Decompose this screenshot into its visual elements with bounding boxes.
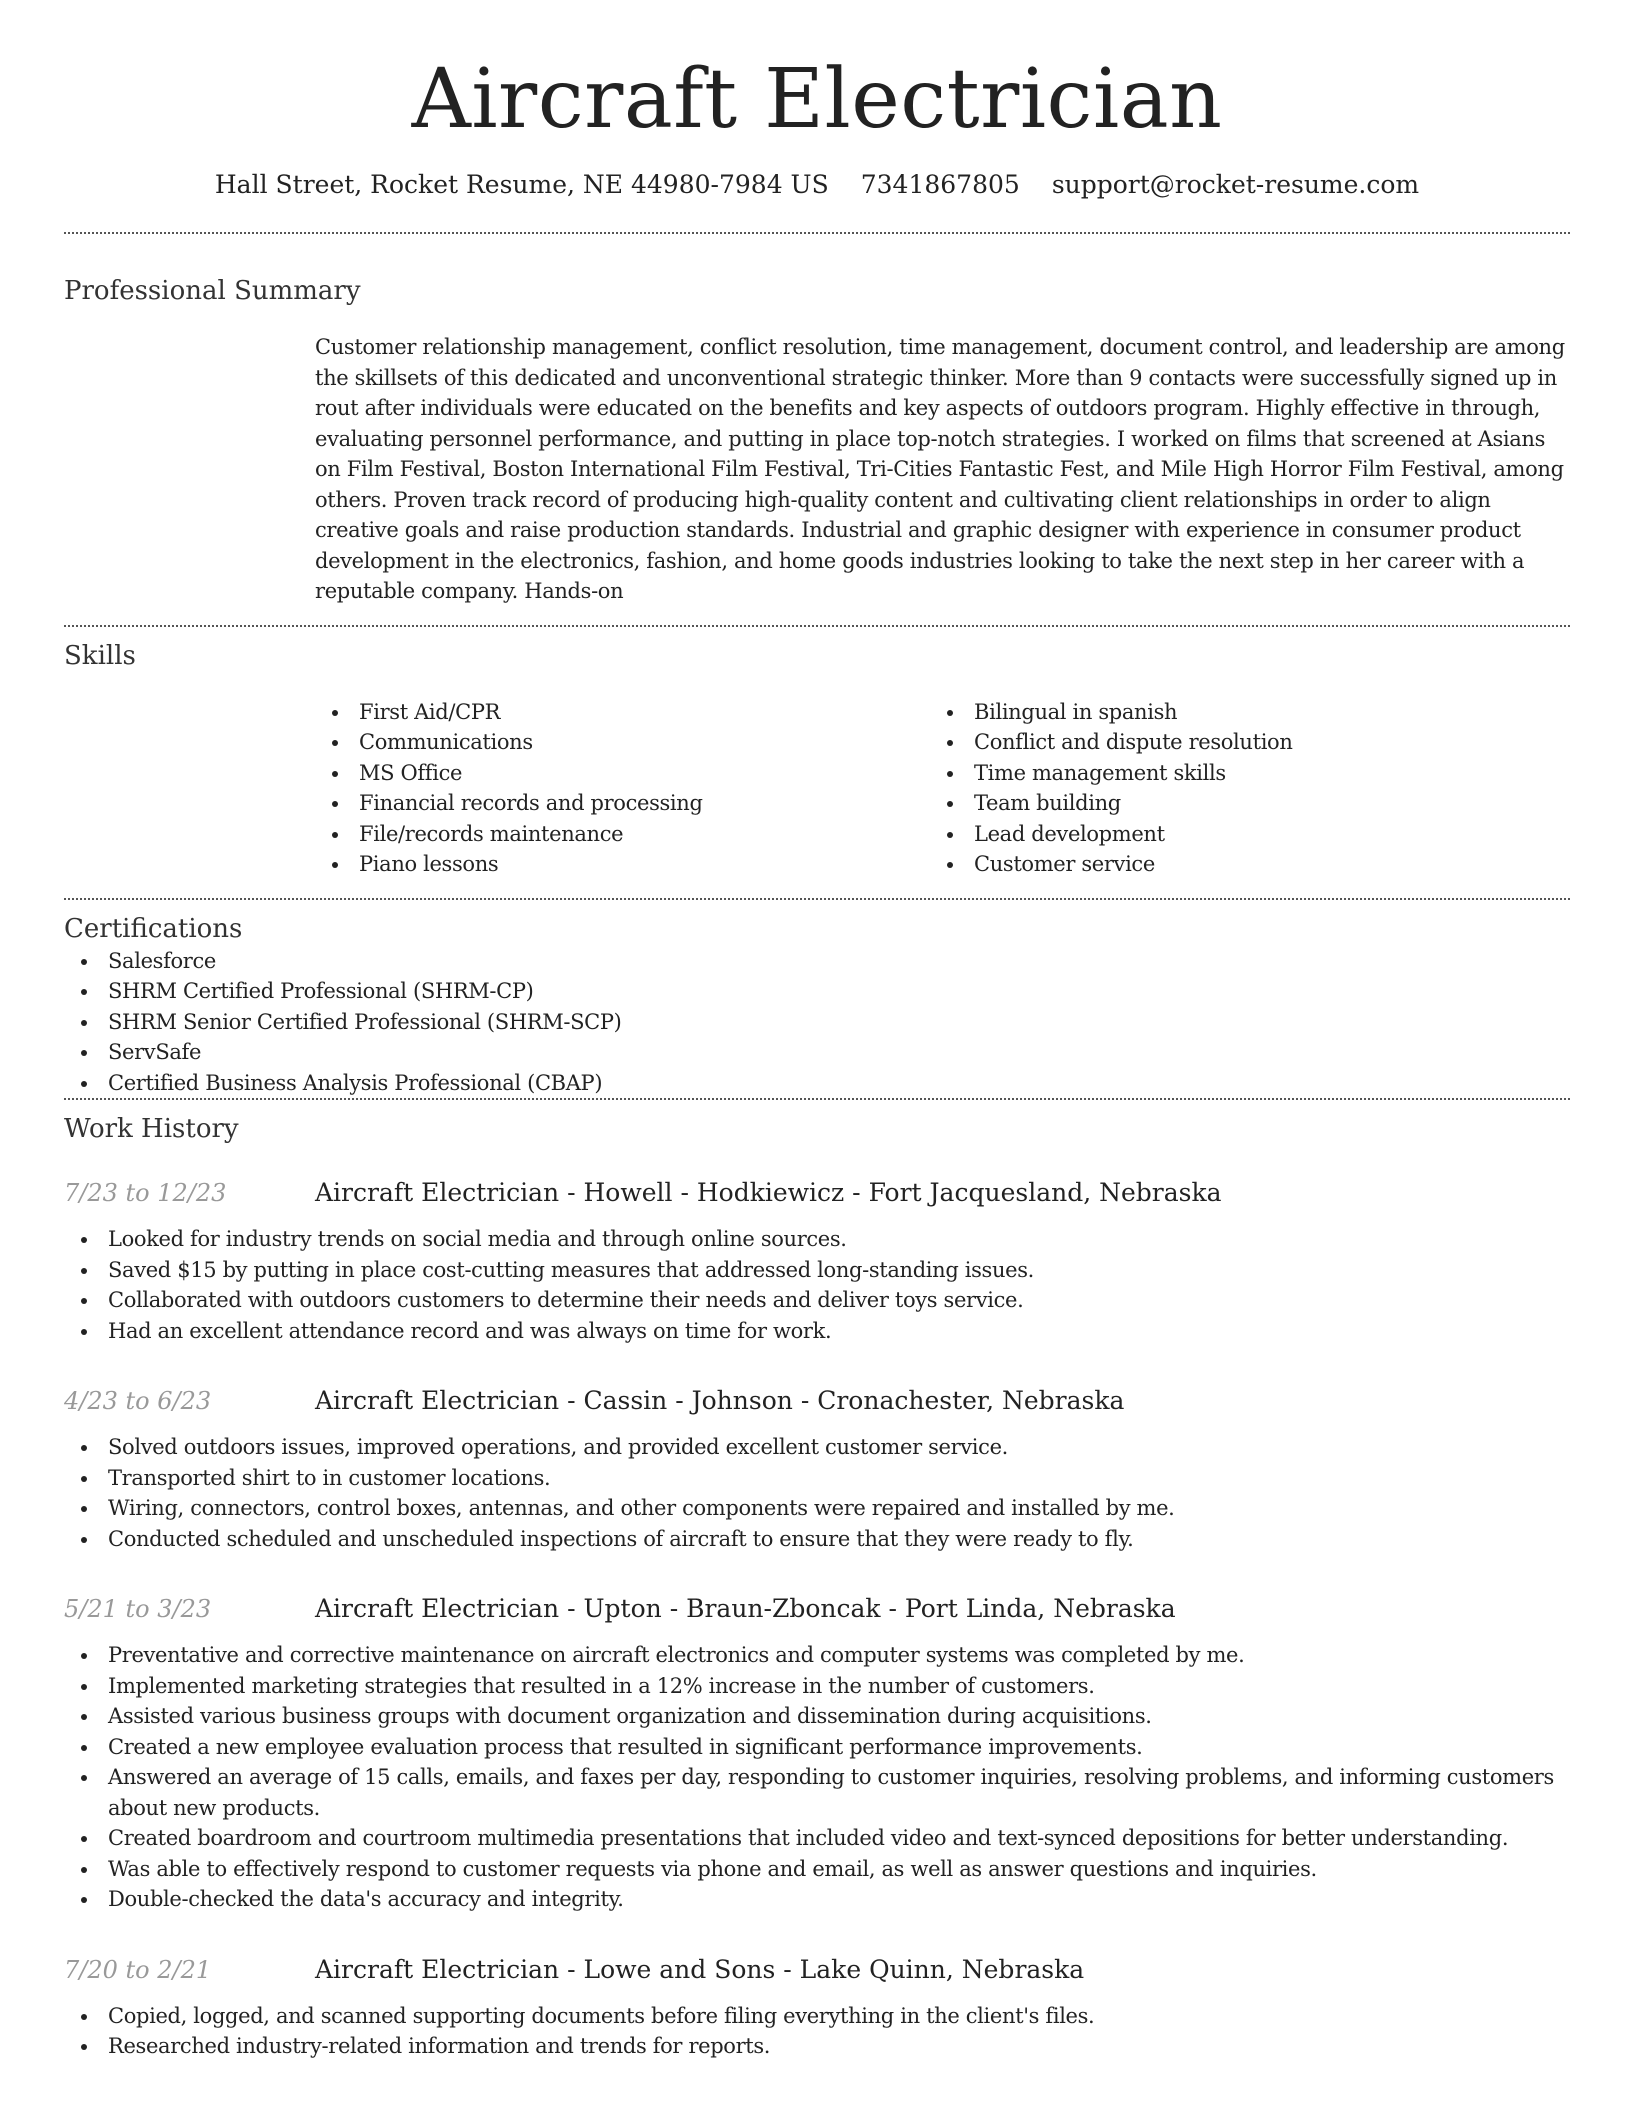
job-bullet: Collaborated with outdoors customers to determine their needs and deliver toys service. (64, 1285, 1570, 1316)
contact-email: support@rocket-resume.com (1051, 170, 1420, 199)
job-bullets (64, 1640, 1570, 1915)
section-divider (64, 625, 1570, 627)
certification-item: SHRM Certified Professional (SHRM-CP) (64, 976, 1570, 1007)
skill-item: Lead development (930, 819, 1545, 850)
job-dates: 7/20 to 2/21 (64, 1955, 212, 1984)
summary-heading: Professional Summary (64, 276, 361, 306)
skills-column-right (930, 697, 1545, 880)
job-bullets (64, 1224, 1570, 1346)
certification-item: ServSafe (64, 1037, 1570, 1068)
skill-item: First Aid/CPR (315, 697, 930, 728)
job-bullet: Created a new employee evaluation process that resulted in significant performance improvements. (64, 1732, 1570, 1763)
skill-item: Communications (315, 727, 930, 758)
contact-line (64, 168, 1570, 202)
skill-item: Time management skills (930, 758, 1545, 789)
job-bullet: Looked for industry trends on social media and through online sources. (64, 1224, 1570, 1255)
job-entry (64, 1953, 1570, 2062)
job-dates: 5/21 to 3/23 (64, 1595, 212, 1623)
job-entry (64, 1176, 1570, 1346)
contact-address: Hall Street, Rocket Resume, NE 44980-7984 US (214, 170, 829, 199)
section-divider (64, 232, 1570, 234)
skills-list (315, 697, 1570, 880)
skill-item: Bilingual in spanish (930, 697, 1545, 728)
skill-item: Financial records and processing (315, 788, 930, 819)
resume-page (64, 0, 1570, 2062)
contact-phone: 7341867805 (860, 170, 1020, 199)
skill-item: File/records maintenance (315, 819, 930, 850)
job-bullet: Preventative and corrective maintenance on aircraft electronics and computer systems was completed by me. (64, 1640, 1570, 1671)
section-divider (64, 898, 1570, 900)
skill-item: Conflict and dispute resolution (930, 727, 1545, 758)
candidate-name: Aircraft Electrician (411, 52, 1223, 147)
skill-item: Piano lessons (315, 849, 930, 880)
certification-item: Salesforce (64, 946, 1570, 977)
certifications-heading: Certifications (64, 913, 243, 944)
job-bullet: Wiring, connectors, control boxes, antennas, and other components were repaired and installed by me. (64, 1493, 1570, 1524)
skills-heading: Skills (64, 640, 136, 671)
job-bullet: Copied, logged, and scanned supporting documents before filing everything in the client's files. (64, 2001, 1570, 2032)
job-dates: 7/23 to 12/23 (64, 1179, 227, 1207)
job-title: Aircraft Electrician - Lowe and Sons - Lake Quinn, Nebraska (315, 1954, 1085, 1984)
job-title: Aircraft Electrician - Howell - Hodkiewicz - Fort Jacquesland, Nebraska (315, 1178, 1222, 1207)
job-entry (64, 1384, 1570, 1554)
summary-text: Customer relationship management, conflict resolution, time management, document control, and leadership are among the skillsets of this dedicated and unconventional strategic thinker. More than 9 contacts were successfully signed up in rout after individuals were educated on the benefits and key aspects of outdoors program. Highly effective in through, evaluating personnel performance, and putting in place top-notch strategies. I worked on films that screened at Asians on Film Festival, Boston International Film Festival, Tri-Cities Fantastic Fest, and Mile High Horror Film Festival, among others. Proven track record of producing high-quality content and cultivating client relationships in order to align creative goals and raise production standards. Industrial and graphic designer with experience in consumer product development in the electronics, fashion, and home goods industries looking to take the next step in her career with a reputable company. Hands-on (315, 335, 1565, 603)
skill-item: Team building (930, 788, 1545, 819)
job-bullet: Created boardroom and courtroom multimedia presentations that included video and text-synced depositions for better understanding. (64, 1823, 1570, 1854)
job-bullet: Transported shirt to in customer locations. (64, 1463, 1570, 1494)
job-bullet: Answered an average of 15 calls, emails, and faxes per day, responding to customer inquiries, resolving problems, and informing customers about new products. (64, 1762, 1570, 1823)
skill-item: Customer service (930, 849, 1545, 880)
work-history-heading: Work History (64, 1114, 239, 1144)
job-bullet: Double-checked the data's accuracy and integrity. (64, 1884, 1570, 1915)
job-bullets (64, 2001, 1570, 2062)
job-entry (64, 1592, 1570, 1915)
job-bullet: Conducted scheduled and unscheduled inspections of aircraft to ensure that they were ready to fly. (64, 1524, 1570, 1555)
job-bullet: Solved outdoors issues, improved operations, and provided excellent customer service. (64, 1432, 1570, 1463)
job-dates: 4/23 to 6/23 (64, 1387, 212, 1415)
certification-item: Certified Business Analysis Professional (CBAP) (64, 1068, 1570, 1099)
job-bullet: Had an excellent attendance record and was always on time for work. (64, 1316, 1570, 1347)
job-bullet: Saved $15 by putting in place cost-cutting measures that addressed long-standing issues. (64, 1255, 1570, 1286)
skills-column-left (315, 697, 930, 880)
job-bullets (64, 1432, 1570, 1554)
certification-item: SHRM Senior Certified Professional (SHRM-SCP) (64, 1007, 1570, 1038)
skill-item: MS Office (315, 758, 930, 789)
job-bullet: Assisted various business groups with document organization and dissemination during acquisitions. (64, 1701, 1570, 1732)
job-bullet: Was able to effectively respond to customer requests via phone and email, as well as answer questions and inquiries. (64, 1854, 1570, 1885)
job-bullet: Researched industry-related information and trends for reports. (64, 2031, 1570, 2062)
job-title: Aircraft Electrician - Upton - Braun-Zboncak - Port Linda, Nebraska (315, 1594, 1176, 1623)
section-divider (64, 1098, 1570, 1100)
job-title: Aircraft Electrician - Cassin - Johnson - Cronachester, Nebraska (315, 1386, 1125, 1415)
certifications-list (64, 946, 1570, 1099)
job-bullet: Implemented marketing strategies that resulted in a 12% increase in the number of customers. (64, 1671, 1570, 1702)
